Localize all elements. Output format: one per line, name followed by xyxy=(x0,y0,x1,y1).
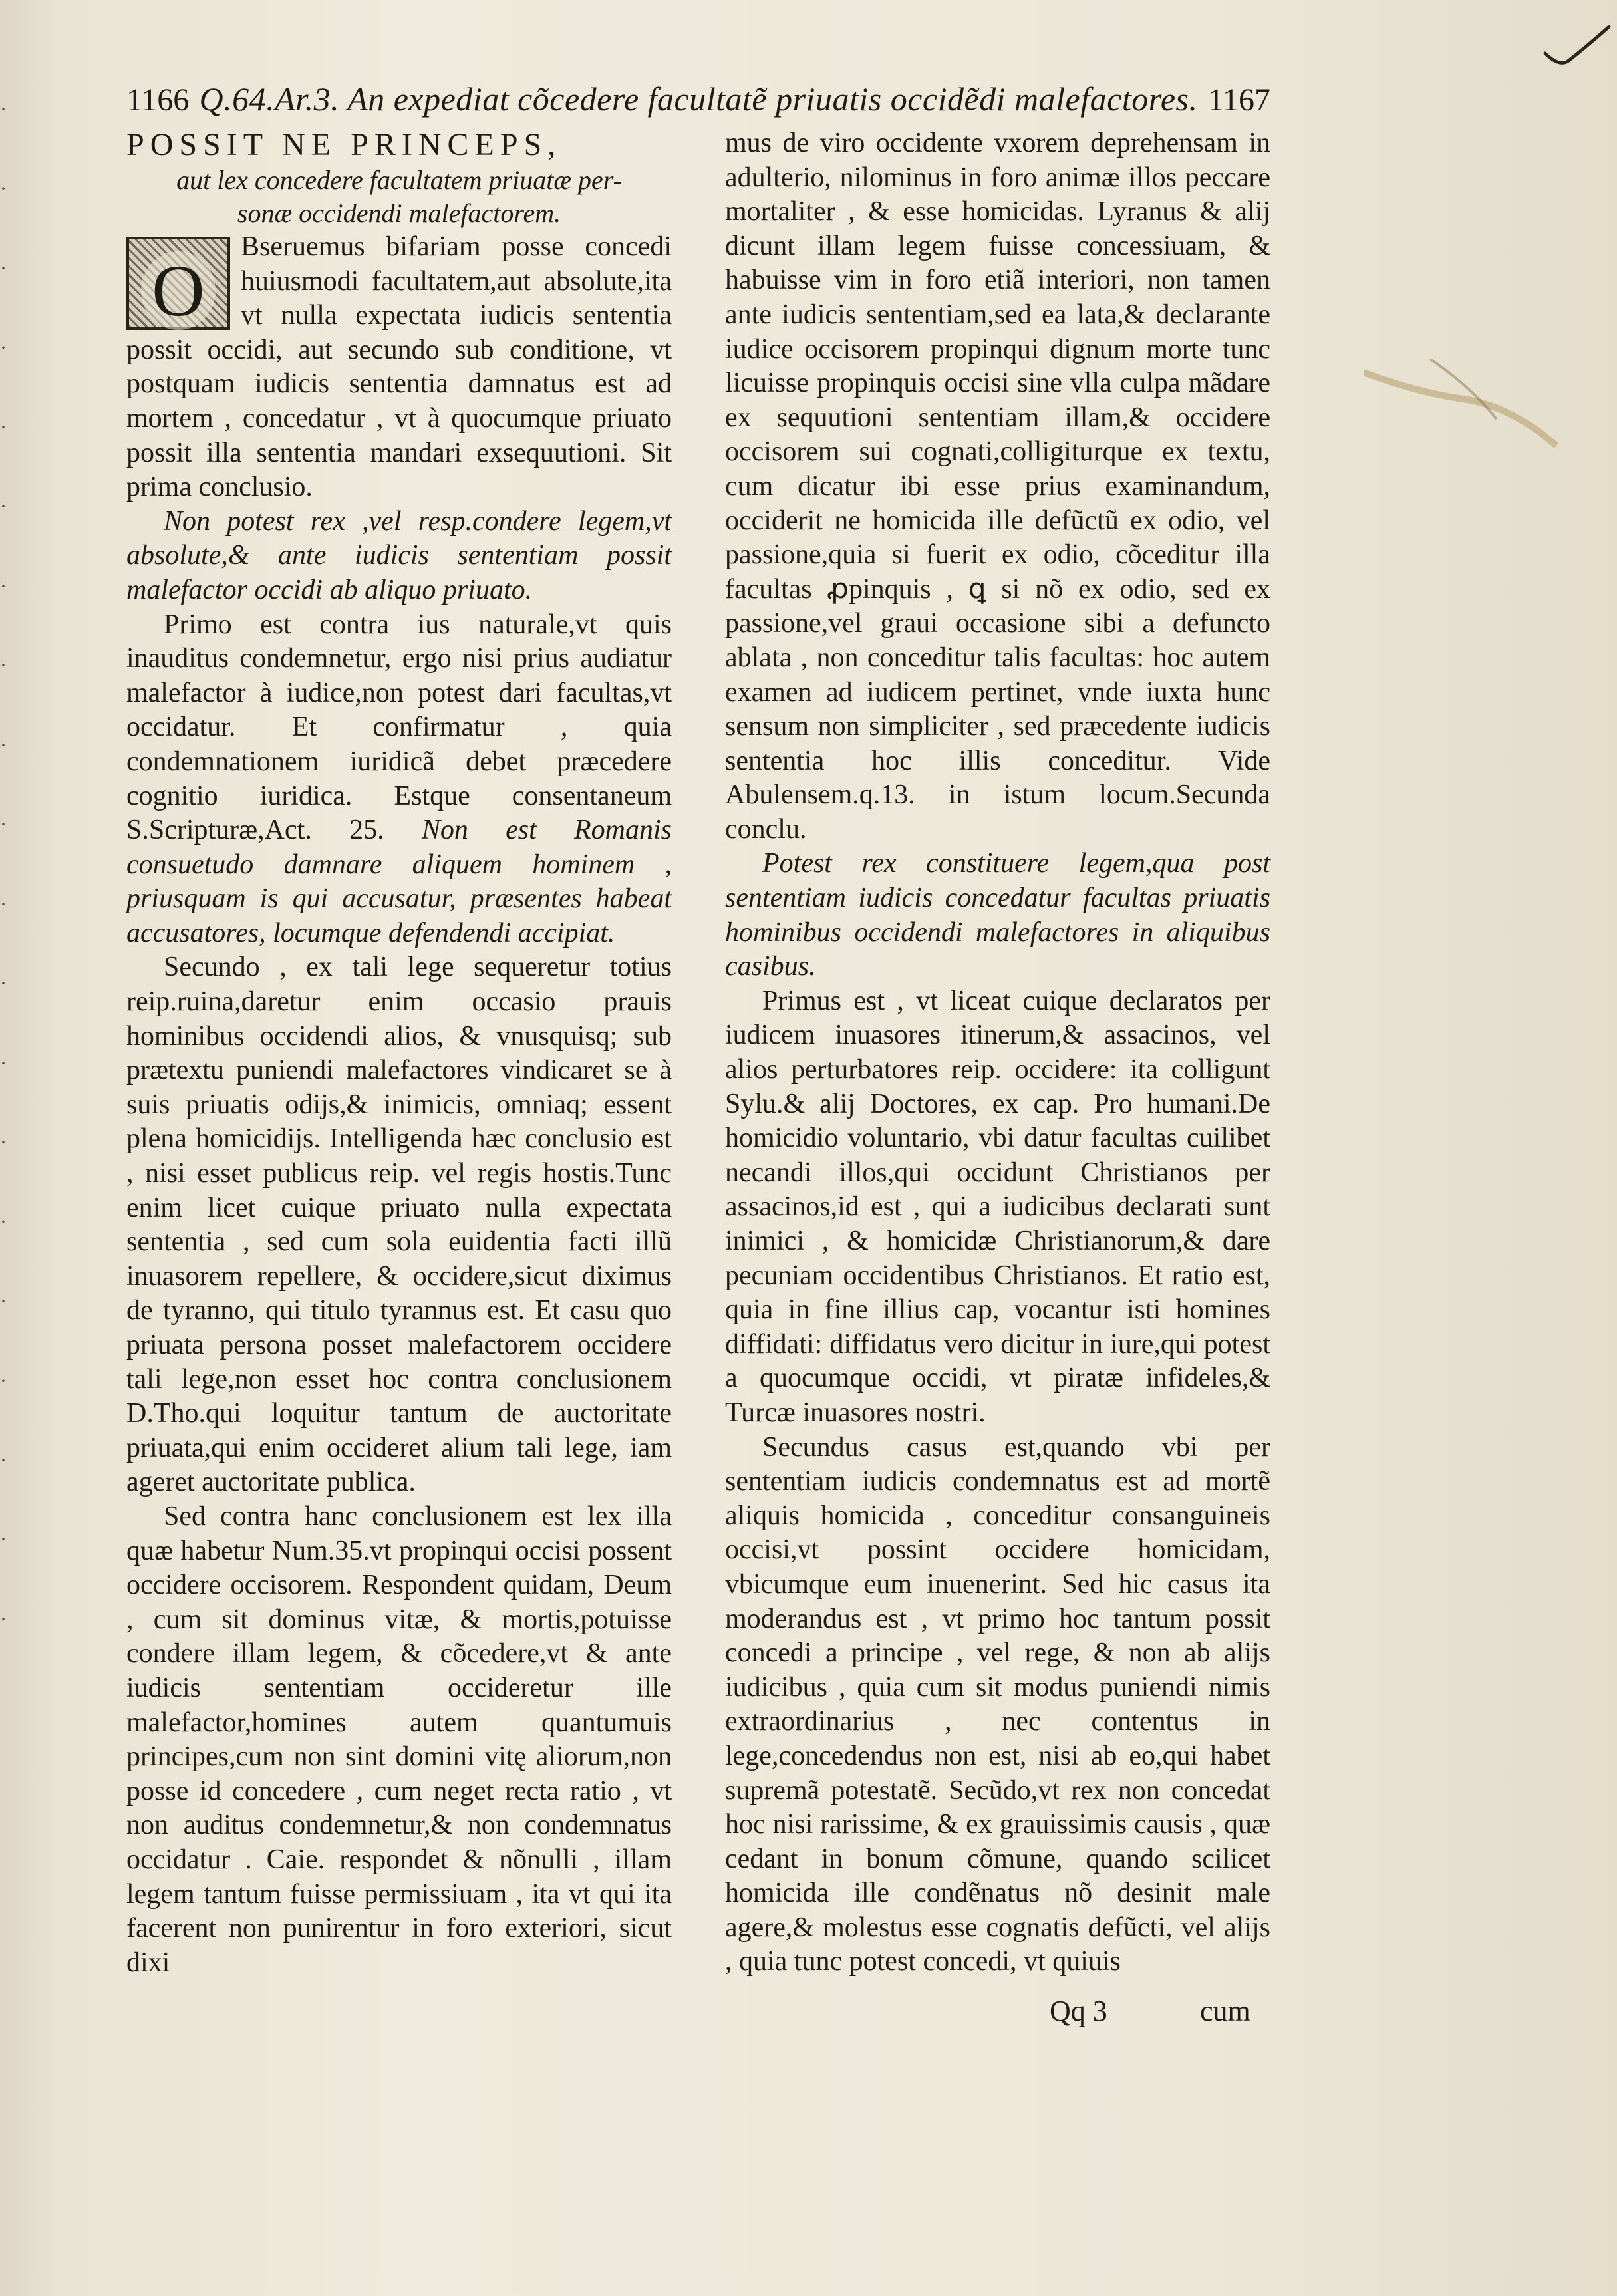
section-title: POSSIT NE PRINCEPS, xyxy=(126,127,562,162)
paragraph-primus-casus: Primus est , vt liceat cuique declaratos per iudicem inuasores itinerum,& assacinos, vel alios perturbatores reip. occidere: ita colligunt Sylu.& alij Doctores, ex cap. Pro humani.De homicidio voluntario, vbi datur facultas cuilibet necandi illos,qui occidunt Christianos per assacinos,id est , qui a iudicibus declarati sunt inimici , & homicidæ Christianorum,& dare pecuniam occidentibus Christianos. Et ratio est, quia in fine illius cap, vocantur isti homines diffidati: diffidatus vero dicitur in iure,qui potest a quocumque occidi, vt piratæ infideles,& Turcæ inuasores nostri. xyxy=(725,985,1270,1428)
catchword: cum xyxy=(1200,1995,1250,2027)
page-number-left: 1166 xyxy=(126,82,190,118)
section-subtitle-line1: aut lex concedere facultatem priuatæ per- xyxy=(176,165,622,195)
paragraph-objection: Sed contra hanc conclusionem est lex illa quæ habetur Num.35.vt propinqui occisi possent occidere occisorem. Respondent quidam, Deum , cum sit dominus vitæ, & mortis,potuisse condere illam legem, & cõcedere,vt & ante iudicis sententiam occideretur ille malefactor,homines autem quantumuis principes,cum non sint domini vitę aliorum,non posse id concedere , cum neget recta ratio , vt non auditus condemnetur,& non condemnatus occidatur . Caie. respondet & nõnulli , illam legem tantum fuisse permissiuam , ita vt qui ita facerent non punirentur in foro exteriori, sicut dixi xyxy=(126,1501,672,1978)
page-number-right: 1167 xyxy=(1207,82,1270,118)
decorated-initial: O xyxy=(126,237,230,330)
left-column xyxy=(126,126,672,1980)
paragraph-secundo: Secundo , ex tali lege sequeretur totius reip.ruina,daretur enim occasio prauis hominibus occidendi alios, & vnusquisq; sub prætextu puniendi malefactores vindicaret se à suis priuatis odijs,& inimicis, omniaq; essent plena homicidijs. Intelligenda hæc conclusio est , nisi esset publicus reip. vel regis hostis.Tunc enim licet cuique priuato nulla expectata sententia , sed cum sola euidentia facti illũ inuasorem repellere, & occidere,sicut diximus de tyranno, qui titulo tyrannus est. Et casu quo priuata persona posset malefactorem occidere tali lege,non esset hoc contra conclusionem D.Tho.qui loquitur tantum de auctoritate priuata,qui enim occideret alium tali lege, iam ageret auctoritate publica. xyxy=(126,952,672,1498)
first-conclusion: Non potest rex ,vel resp.condere legem,vt absolute,& ante iudicis sententiam possit malefactor occidi ab aliquo priuato. xyxy=(126,505,672,605)
paragraph-secundus-casus: Secundus casus est,quando vbi per sententiam iudicis condemnatus est ad mortẽ aliquis homicida , conceditur consanguineis occisi,vt possint occidere homicidam, vbicumque eum inuenerint. Sed hic casus ita moderandus est , vt primo hoc tantum possit concedi a principe , vel rege, & non ab alijs iudicibus , quia cum sit modus puniendi nimis extraordinarius , nec contentus in lege,concedendus non est, nisi ab eo,qui habet supremã potestatẽ. Secũdo,vt rex non concedat hoc nisi rarissime, & ex grauissimis causis , quæ cedant in bonum cõmune, quando scilicet homicida ille condẽnatus nõ desinit male agere,& molestus esse cognatis defũcti, vel alijs , quia tunc potest concedi, vt quiuis xyxy=(725,1431,1270,1977)
paragraph-continuation: mus de viro occidente vxorem deprehensam in adulterio, nilominus in foro animæ illos peccare mortaliter , & esse homicidas. Lyranus & alij dicunt illam legem fuisse concessiuam, & habuisse vim in foro etiã interiori, non tamen ante iudicis sententiam,sed ea lata,& declarante iudice occisorem propinqui dignum morte tunc licuisse propinquis occisi sine vlla culpa mãdare ex sequutioni sententiam illam,& occidere occisorem sui cognati,colligiturque ex textu, cum dicatur ibi esse prius examinandum, occiderit ne homicida ille defũctũ ex odio, vel passione,quia si fuerit ex odio, cõceditur illa facultas ꝓpinquis , ꝗ si nõ ex odio, sed ex passione,vel graui occasione sibi a defuncto ablata , non conceditur talis facultas: hoc autem examen ad iudicem pertinet, vnde iuxta hunc sensum non simpliciter , sed præcedente iudicis sententia hoc illis conceditur. Vide Abulensem.q.13. in istum locum.Secunda conclu. xyxy=(725,128,1270,845)
running-header xyxy=(126,80,1270,133)
pen-check-mark xyxy=(1540,20,1613,73)
right-column xyxy=(725,126,1270,1979)
signature-mark: Qq 3 xyxy=(1050,1995,1107,2027)
paper-stain xyxy=(1364,346,1563,466)
gutter-edge: · · · · · · · · · · · · · · · · · · · · xyxy=(0,98,7,1630)
paragraph-intro: Bseruemus bifariam posse concedi huiusmodi facultatem,aut absolute,ita vt nulla expectata iudicis sententia possit occidi, aut secundo sub conditione, vt postquam iudicis sententia damnatus est ad mortem , concedatur , vt à quocumque priuato possit illa sententia mandari exsequutioni. Sit prima conclusio. xyxy=(126,231,672,503)
running-title: Q.64.Ar.3. An expediat cõcedere facultatẽ priuatis occidẽdi malefactores. xyxy=(199,80,1198,118)
section-subtitle-line2: sonæ occidendi malefactorem. xyxy=(237,198,561,228)
second-conclusion: Potest rex constituere legem,qua post sententiam iudicis concedatur facultas priuatis hominibus occidendi malefactores in aliquibus casibus. xyxy=(725,848,1270,982)
paragraph-primo: Primo est contra ius naturale,vt quis inauditus condemnetur, ergo nisi prius audiatur malefactor à iudice,non potest dari facultas,vt occidatur. Et confirmatur , quia condemnationem iuridicã debet præcedere cognitio iuridica. Estque consentaneum S.Scripturæ,Act. 25. Non est Romanis consuetudo damnare aliquem hominem , priusquam is qui accusatur, præsentes habeat accusatores, locumque defendendi accipiat. xyxy=(126,609,672,948)
